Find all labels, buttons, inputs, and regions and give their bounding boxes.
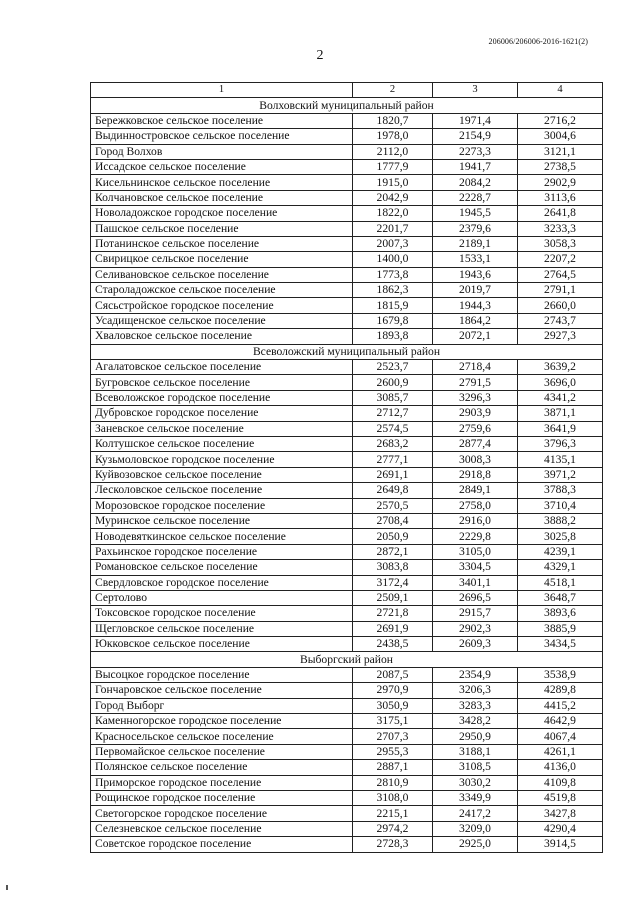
table-row bbox=[91, 329, 603, 344]
value-cell: 1893,8 bbox=[353, 329, 433, 344]
settlement-name-cell: Новоладожское городское поселение bbox=[91, 206, 353, 221]
value-cell: 1822,0 bbox=[353, 206, 433, 221]
settlement-name-cell: Куйвозовское сельское поселение bbox=[91, 467, 353, 482]
value-cell: 2903,9 bbox=[433, 406, 518, 421]
settlement-name-cell: Свирицкое сельское поселение bbox=[91, 252, 353, 267]
settlement-name-cell: Новодевяткинское сельское поселение bbox=[91, 529, 353, 544]
column-header: 4 bbox=[518, 83, 603, 98]
value-cell: 2228,7 bbox=[433, 190, 518, 205]
column-header: 1 bbox=[91, 83, 353, 98]
document-id: 206006/206006-2016-1621(2) bbox=[488, 37, 588, 46]
settlement-name-cell: Город Выборг bbox=[91, 698, 353, 713]
table-row bbox=[91, 529, 603, 544]
column-header: 2 bbox=[353, 83, 433, 98]
value-cell: 2708,4 bbox=[353, 513, 433, 528]
value-cell: 2019,7 bbox=[433, 283, 518, 298]
value-cell: 4109,8 bbox=[518, 775, 603, 790]
value-cell: 2042,9 bbox=[353, 190, 433, 205]
value-cell: 2696,5 bbox=[433, 590, 518, 605]
value-cell: 2872,1 bbox=[353, 544, 433, 559]
value-cell: 2970,9 bbox=[353, 683, 433, 698]
settlement-name-cell: Всеволожское городское поселение bbox=[91, 390, 353, 405]
value-cell: 3710,4 bbox=[518, 498, 603, 513]
value-cell: 1943,6 bbox=[433, 267, 518, 282]
table-row bbox=[91, 144, 603, 159]
value-cell: 3871,1 bbox=[518, 406, 603, 421]
value-cell: 1820,7 bbox=[353, 113, 433, 128]
table-row bbox=[91, 267, 603, 282]
value-cell: 2112,0 bbox=[353, 144, 433, 159]
table-row bbox=[91, 667, 603, 682]
settlement-name-cell: Юкковское сельское поселение bbox=[91, 637, 353, 652]
value-cell: 3105,0 bbox=[433, 544, 518, 559]
value-cell: 2849,1 bbox=[433, 483, 518, 498]
value-cell: 3538,9 bbox=[518, 667, 603, 682]
value-cell: 3209,0 bbox=[433, 821, 518, 836]
value-cell: 2918,8 bbox=[433, 467, 518, 482]
value-cell: 1944,3 bbox=[433, 298, 518, 313]
value-cell: 2728,3 bbox=[353, 837, 433, 852]
settlement-name-cell: Кузьмоловское городское поселение bbox=[91, 452, 353, 467]
value-cell: 2660,0 bbox=[518, 298, 603, 313]
settlement-name-cell: Иссадское сельское поселение bbox=[91, 159, 353, 174]
settlement-name-cell: Каменногорское городское поселение bbox=[91, 714, 353, 729]
section-header-row bbox=[91, 344, 603, 359]
value-cell: 3428,2 bbox=[433, 714, 518, 729]
value-cell: 2902,3 bbox=[433, 621, 518, 636]
value-cell: 2721,8 bbox=[353, 606, 433, 621]
table-row bbox=[91, 313, 603, 328]
settlement-name-cell: Пашское сельское поселение bbox=[91, 221, 353, 236]
settlement-name-cell: Староладожское сельское поселение bbox=[91, 283, 353, 298]
settlement-name-cell: Заневское сельское поселение bbox=[91, 421, 353, 436]
table-row bbox=[91, 159, 603, 174]
table-row bbox=[91, 637, 603, 652]
value-cell: 3188,1 bbox=[433, 744, 518, 759]
value-cell: 1915,0 bbox=[353, 175, 433, 190]
value-cell: 3796,3 bbox=[518, 436, 603, 451]
value-cell: 3121,1 bbox=[518, 144, 603, 159]
value-cell: 1978,0 bbox=[353, 129, 433, 144]
value-cell: 3639,2 bbox=[518, 360, 603, 375]
table-row bbox=[91, 683, 603, 698]
value-cell: 2915,7 bbox=[433, 606, 518, 621]
settlement-name-cell: Муринское сельское поселение bbox=[91, 513, 353, 528]
value-cell: 3696,0 bbox=[518, 375, 603, 390]
value-cell: 2718,4 bbox=[433, 360, 518, 375]
settlement-name-cell: Селезневское сельское поселение bbox=[91, 821, 353, 836]
value-cell: 2072,1 bbox=[433, 329, 518, 344]
settlement-name-cell: Лесколовское сельское поселение bbox=[91, 483, 353, 498]
table-row bbox=[91, 236, 603, 251]
settlement-name-cell: Дубровское городское поселение bbox=[91, 406, 353, 421]
table-row bbox=[91, 837, 603, 852]
value-cell: 2691,9 bbox=[353, 621, 433, 636]
settlement-name-cell: Сясьстройское городское поселение bbox=[91, 298, 353, 313]
value-cell: 3206,3 bbox=[433, 683, 518, 698]
settlement-name-cell: Романовское сельское поселение bbox=[91, 560, 353, 575]
table-row bbox=[91, 467, 603, 482]
value-cell: 1862,3 bbox=[353, 283, 433, 298]
value-cell: 2950,9 bbox=[433, 729, 518, 744]
value-cell: 3641,9 bbox=[518, 421, 603, 436]
table-row bbox=[91, 513, 603, 528]
value-cell: 4136,0 bbox=[518, 760, 603, 775]
table-row bbox=[91, 775, 603, 790]
value-cell: 3893,6 bbox=[518, 606, 603, 621]
value-cell: 2712,7 bbox=[353, 406, 433, 421]
settlement-name-cell: Рощинское городское поселение bbox=[91, 790, 353, 805]
value-cell: 3030,2 bbox=[433, 775, 518, 790]
value-cell: 3914,5 bbox=[518, 837, 603, 852]
value-cell: 2229,8 bbox=[433, 529, 518, 544]
value-cell: 4341,2 bbox=[518, 390, 603, 405]
value-cell: 3008,3 bbox=[433, 452, 518, 467]
value-cell: 3434,5 bbox=[518, 637, 603, 652]
settlement-name-cell: Полянское сельское поселение bbox=[91, 760, 353, 775]
table-row bbox=[91, 575, 603, 590]
settlement-name-cell: Кисельнинское сельское поселение bbox=[91, 175, 353, 190]
value-cell: 1864,2 bbox=[433, 313, 518, 328]
table-row bbox=[91, 206, 603, 221]
value-cell: 3050,9 bbox=[353, 698, 433, 713]
section-header-row bbox=[91, 98, 603, 113]
value-cell: 2707,3 bbox=[353, 729, 433, 744]
value-cell: 3427,8 bbox=[518, 806, 603, 821]
table-row bbox=[91, 221, 603, 236]
table-row bbox=[91, 113, 603, 128]
scan-mark bbox=[6, 885, 8, 890]
table-row bbox=[91, 283, 603, 298]
value-cell: 3648,7 bbox=[518, 590, 603, 605]
value-cell: 4289,8 bbox=[518, 683, 603, 698]
value-cell: 4415,2 bbox=[518, 698, 603, 713]
column-header: 3 bbox=[433, 83, 518, 98]
value-cell: 2759,6 bbox=[433, 421, 518, 436]
value-cell: 1815,9 bbox=[353, 298, 433, 313]
table-row bbox=[91, 698, 603, 713]
value-cell: 2154,9 bbox=[433, 129, 518, 144]
value-cell: 3108,5 bbox=[433, 760, 518, 775]
value-cell: 2683,2 bbox=[353, 436, 433, 451]
value-cell: 2649,8 bbox=[353, 483, 433, 498]
value-cell: 2417,2 bbox=[433, 806, 518, 821]
value-cell: 2354,9 bbox=[433, 667, 518, 682]
value-cell: 2764,5 bbox=[518, 267, 603, 282]
settlement-name-cell: Щегловское сельское поселение bbox=[91, 621, 353, 636]
value-cell: 2087,5 bbox=[353, 667, 433, 682]
value-cell: 3401,1 bbox=[433, 575, 518, 590]
value-cell: 1971,4 bbox=[433, 113, 518, 128]
value-cell: 2438,5 bbox=[353, 637, 433, 652]
table-row bbox=[91, 760, 603, 775]
table-row bbox=[91, 175, 603, 190]
value-cell: 1777,9 bbox=[353, 159, 433, 174]
value-cell: 1773,8 bbox=[353, 267, 433, 282]
value-cell: 2974,2 bbox=[353, 821, 433, 836]
value-cell: 2641,8 bbox=[518, 206, 603, 221]
table-row bbox=[91, 744, 603, 759]
settlement-name-cell: Селивановское сельское поселение bbox=[91, 267, 353, 282]
settlement-name-cell: Бережковское сельское поселение bbox=[91, 113, 353, 128]
value-cell: 1941,7 bbox=[433, 159, 518, 174]
value-cell: 2273,3 bbox=[433, 144, 518, 159]
settlement-name-cell: Усадищенское сельское поселение bbox=[91, 313, 353, 328]
value-cell: 2810,9 bbox=[353, 775, 433, 790]
value-cell: 2791,1 bbox=[518, 283, 603, 298]
table-row bbox=[91, 190, 603, 205]
value-cell: 1945,5 bbox=[433, 206, 518, 221]
value-cell: 2877,4 bbox=[433, 436, 518, 451]
value-cell: 2570,5 bbox=[353, 498, 433, 513]
table-row bbox=[91, 806, 603, 821]
value-cell: 2738,5 bbox=[518, 159, 603, 174]
settlement-name-cell: Хваловское сельское поселение bbox=[91, 329, 353, 344]
value-cell: 3004,6 bbox=[518, 129, 603, 144]
section-header-row bbox=[91, 652, 603, 667]
page-number: 2 bbox=[316, 48, 324, 63]
table-row bbox=[91, 714, 603, 729]
value-cell: 1679,8 bbox=[353, 313, 433, 328]
table-row bbox=[91, 729, 603, 744]
value-cell: 3788,3 bbox=[518, 483, 603, 498]
section-title: Выборгский район bbox=[91, 652, 603, 667]
value-cell: 2189,1 bbox=[433, 236, 518, 251]
settlement-name-cell: Выдинностровское сельское поселение bbox=[91, 129, 353, 144]
value-cell: 3085,7 bbox=[353, 390, 433, 405]
settlement-name-cell: Первомайское сельское поселение bbox=[91, 744, 353, 759]
table-row bbox=[91, 498, 603, 513]
value-cell: 2523,7 bbox=[353, 360, 433, 375]
value-cell: 2743,7 bbox=[518, 313, 603, 328]
settlement-name-cell: Гончаровское сельское поселение bbox=[91, 683, 353, 698]
value-cell: 2609,3 bbox=[433, 637, 518, 652]
table-row bbox=[91, 436, 603, 451]
value-cell: 3885,9 bbox=[518, 621, 603, 636]
settlement-name-cell: Колтушское сельское поселение bbox=[91, 436, 353, 451]
settlement-name-cell: Рахьинское городское поселение bbox=[91, 544, 353, 559]
settlement-name-cell: Свердловское городское поселение bbox=[91, 575, 353, 590]
value-cell: 2207,2 bbox=[518, 252, 603, 267]
value-cell: 2379,6 bbox=[433, 221, 518, 236]
settlement-name-cell: Агалатовское сельское поселение bbox=[91, 360, 353, 375]
table-row bbox=[91, 375, 603, 390]
settlement-name-cell: Бугровское сельское поселение bbox=[91, 375, 353, 390]
value-cell: 2691,1 bbox=[353, 467, 433, 482]
value-cell: 3172,4 bbox=[353, 575, 433, 590]
section-title: Всеволожский муниципальный район bbox=[91, 344, 603, 359]
value-cell: 2916,0 bbox=[433, 513, 518, 528]
section-title: Волховский муниципальный район bbox=[91, 98, 603, 113]
value-cell: 2215,1 bbox=[353, 806, 433, 821]
table-row bbox=[91, 544, 603, 559]
value-cell: 3971,2 bbox=[518, 467, 603, 482]
table-row bbox=[91, 298, 603, 313]
data-table bbox=[90, 82, 603, 853]
value-cell: 3025,8 bbox=[518, 529, 603, 544]
value-cell: 1400,0 bbox=[353, 252, 433, 267]
table-row bbox=[91, 790, 603, 805]
value-cell: 4290,4 bbox=[518, 821, 603, 836]
value-cell: 2927,3 bbox=[518, 329, 603, 344]
header-row bbox=[91, 83, 603, 98]
settlement-name-cell: Советское городское поселение bbox=[91, 837, 353, 852]
table-row bbox=[91, 360, 603, 375]
value-cell: 2716,2 bbox=[518, 113, 603, 128]
value-cell: 2600,9 bbox=[353, 375, 433, 390]
value-cell: 3083,8 bbox=[353, 560, 433, 575]
settlement-name-cell: Красносельское сельское поселение bbox=[91, 729, 353, 744]
table-row bbox=[91, 821, 603, 836]
value-cell: 3296,3 bbox=[433, 390, 518, 405]
value-cell: 2791,5 bbox=[433, 375, 518, 390]
value-cell: 2777,1 bbox=[353, 452, 433, 467]
value-cell: 2887,1 bbox=[353, 760, 433, 775]
table-row bbox=[91, 129, 603, 144]
value-cell: 2925,0 bbox=[433, 837, 518, 852]
settlement-name-cell: Высоцкое городское поселение bbox=[91, 667, 353, 682]
table-row bbox=[91, 483, 603, 498]
value-cell: 3283,3 bbox=[433, 698, 518, 713]
value-cell: 2084,2 bbox=[433, 175, 518, 190]
settlement-name-cell: Колчановское сельское поселение bbox=[91, 190, 353, 205]
table-row bbox=[91, 421, 603, 436]
value-cell: 2007,3 bbox=[353, 236, 433, 251]
value-cell: 2509,1 bbox=[353, 590, 433, 605]
value-cell: 4519,8 bbox=[518, 790, 603, 805]
table-row bbox=[91, 252, 603, 267]
value-cell: 3108,0 bbox=[353, 790, 433, 805]
settlement-name-cell: Сертолово bbox=[91, 590, 353, 605]
value-cell: 2050,9 bbox=[353, 529, 433, 544]
value-cell: 2574,5 bbox=[353, 421, 433, 436]
table-row bbox=[91, 406, 603, 421]
table-row bbox=[91, 390, 603, 405]
value-cell: 1533,1 bbox=[433, 252, 518, 267]
settlement-name-cell: Токсовское городское поселение bbox=[91, 606, 353, 621]
value-cell: 2902,9 bbox=[518, 175, 603, 190]
settlement-name-cell: Потанинское сельское поселение bbox=[91, 236, 353, 251]
value-cell: 4239,1 bbox=[518, 544, 603, 559]
value-cell: 4518,1 bbox=[518, 575, 603, 590]
settlement-name-cell: Приморское городское поселение bbox=[91, 775, 353, 790]
value-cell: 3175,1 bbox=[353, 714, 433, 729]
value-cell: 4135,1 bbox=[518, 452, 603, 467]
value-cell: 3888,2 bbox=[518, 513, 603, 528]
table-row bbox=[91, 560, 603, 575]
value-cell: 3304,5 bbox=[433, 560, 518, 575]
value-cell: 3349,9 bbox=[433, 790, 518, 805]
value-cell: 4067,4 bbox=[518, 729, 603, 744]
table-row bbox=[91, 590, 603, 605]
table-row bbox=[91, 606, 603, 621]
table-body bbox=[91, 83, 603, 853]
value-cell: 2758,0 bbox=[433, 498, 518, 513]
settlement-name-cell: Морозовское городское поселение bbox=[91, 498, 353, 513]
table-row bbox=[91, 452, 603, 467]
value-cell: 4261,1 bbox=[518, 744, 603, 759]
table-row bbox=[91, 621, 603, 636]
settlement-name-cell: Город Волхов bbox=[91, 144, 353, 159]
value-cell: 2201,7 bbox=[353, 221, 433, 236]
value-cell: 2955,3 bbox=[353, 744, 433, 759]
value-cell: 3058,3 bbox=[518, 236, 603, 251]
value-cell: 4329,1 bbox=[518, 560, 603, 575]
settlement-name-cell: Светогорское городское поселение bbox=[91, 806, 353, 821]
value-cell: 3233,3 bbox=[518, 221, 603, 236]
value-cell: 4642,9 bbox=[518, 714, 603, 729]
value-cell: 3113,6 bbox=[518, 190, 603, 205]
